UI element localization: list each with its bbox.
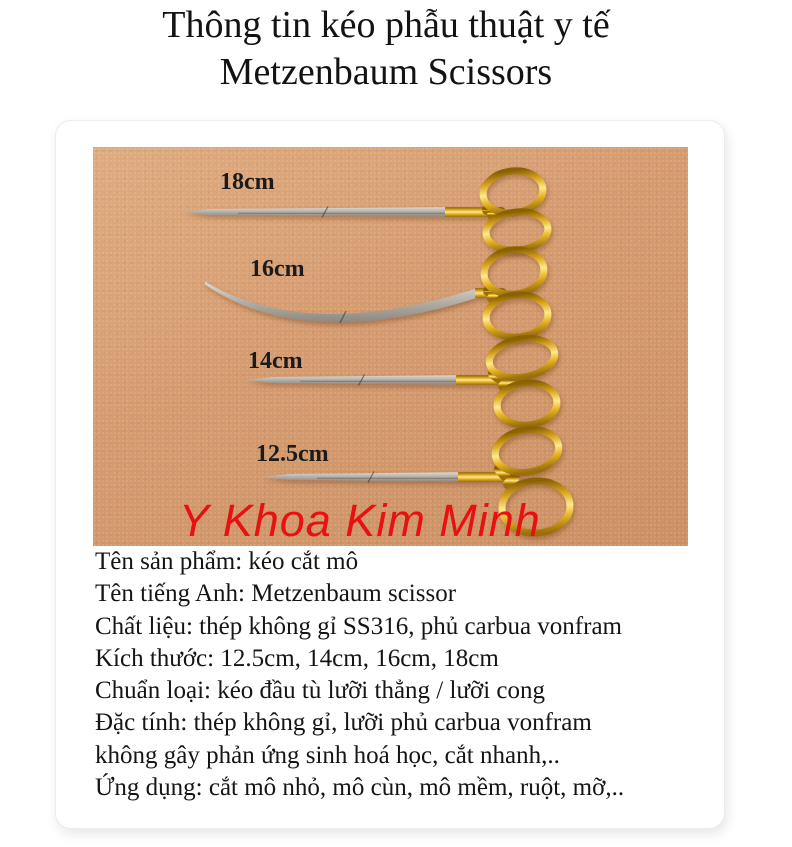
detail-line-application: Ứng dụng: cắt mô nhỏ, mô cùn, mô mềm, ruột, mỡ,..	[95, 774, 625, 802]
detail-line-english-name: Tên tiếng Anh: Metzenbaum scissor	[95, 580, 457, 608]
scissors-illustration	[93, 147, 688, 546]
detail-line-sizes: Kích thước: 12.5cm, 14cm, 16cm, 18cm	[95, 644, 499, 672]
product-photo	[93, 147, 688, 546]
detail-line-feature: Đặc tính: thép không gỉ, lưỡi phủ carbua vonfram	[95, 709, 592, 737]
size-label-12.5cm: 12.5cm	[256, 441, 329, 467]
page-title-line2: Metzenbaum Scissors	[219, 51, 553, 93]
detail-line-type: Chuẩn loại: kéo đầu tù lưỡi thẳng / lưỡi cong	[95, 677, 545, 705]
size-label-18cm: 18cm	[220, 169, 275, 195]
detail-line-material: Chất liệu: thép không gỉ SS316, phủ carbua vonfram	[95, 612, 623, 640]
detail-line-feature-cont: không gây phản ứng sinh hoá học, cắt nhanh,..	[95, 741, 560, 769]
size-label-16cm: 16cm	[250, 256, 305, 282]
product-card	[55, 120, 725, 829]
page-title-line1: Thông tin kéo phẫu thuật y tế	[162, 4, 610, 46]
page-title	[0, 2, 772, 96]
detail-line-product-name: Tên sản phẩm: kéo cắt mô	[95, 548, 359, 575]
product-details	[95, 546, 719, 804]
size-label-14cm: 14cm	[248, 348, 303, 374]
watermark-text: Y Khoa Kim Minh	[179, 495, 541, 546]
